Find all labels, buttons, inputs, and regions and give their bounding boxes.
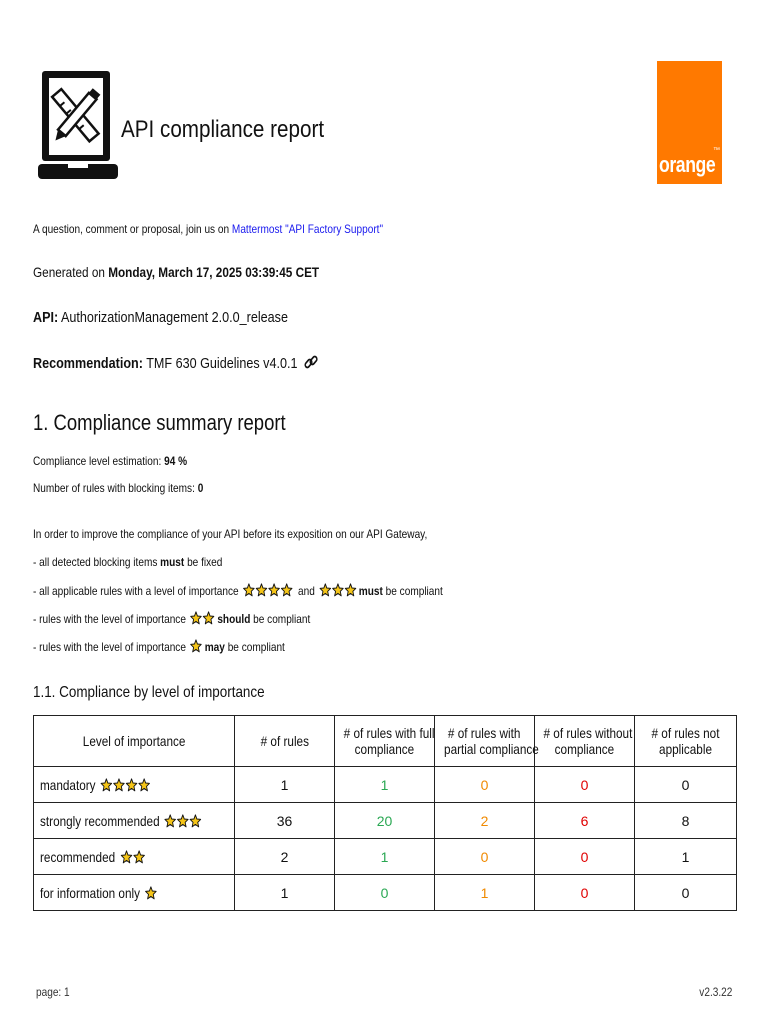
bullet-text: be compliant bbox=[250, 612, 311, 626]
star-icon bbox=[113, 778, 125, 792]
two-star-icon bbox=[190, 612, 215, 626]
bullet-text: - all detected blocking items bbox=[33, 555, 161, 569]
cell-na: 0 bbox=[635, 767, 737, 803]
trademark-mark: ™ bbox=[713, 147, 720, 154]
cell-partial: 1 bbox=[435, 875, 535, 911]
cell-partial: 2 bbox=[435, 803, 535, 839]
api-label: API: bbox=[33, 309, 59, 326]
table-header-row bbox=[34, 716, 737, 767]
cell-rules: 36 bbox=[235, 803, 335, 839]
cell-full: 20 bbox=[335, 803, 435, 839]
bullet-text: be compliant bbox=[224, 640, 285, 654]
level-stars bbox=[165, 813, 203, 829]
three-star-icon bbox=[319, 584, 357, 598]
cell-without: 6 bbox=[535, 803, 635, 839]
star-icon bbox=[319, 583, 331, 597]
recommendation-label: Recommendation: bbox=[33, 355, 143, 372]
generated-label: Generated on bbox=[33, 264, 109, 280]
api-line bbox=[33, 309, 288, 326]
bullet-text: - all applicable rules with a level of importance bbox=[33, 584, 242, 598]
bullet-text: be fixed bbox=[184, 555, 223, 569]
level-label: mandatory bbox=[40, 776, 96, 793]
recommendation-value: TMF 630 Guidelines v4.0.1 bbox=[142, 355, 298, 372]
contact-line bbox=[33, 222, 383, 236]
section-1-heading: 1. Compliance summary report bbox=[33, 410, 286, 435]
cell-level bbox=[34, 803, 235, 839]
brand-wordmark: orange bbox=[659, 152, 716, 177]
bullet-text: - rules with the level of importance bbox=[33, 612, 189, 626]
cell-na: 0 bbox=[635, 875, 737, 911]
page-number: page: 1 bbox=[36, 985, 70, 999]
recommendation-line bbox=[33, 353, 319, 372]
cell-rules: 2 bbox=[235, 839, 335, 875]
cell-without: 0 bbox=[535, 767, 635, 803]
compliance-table bbox=[33, 715, 737, 911]
star-icon bbox=[203, 611, 215, 625]
page-title: API compliance report bbox=[121, 116, 325, 143]
cell-na: 8 bbox=[635, 803, 737, 839]
blocking-line bbox=[33, 481, 203, 495]
cell-rules: 1 bbox=[235, 767, 335, 803]
link-icon[interactable] bbox=[303, 353, 318, 371]
col-header-rules: # of rules bbox=[235, 716, 335, 767]
star-icon bbox=[101, 778, 113, 792]
table-row bbox=[34, 839, 737, 875]
star-icon bbox=[332, 583, 344, 597]
cell-rules: 1 bbox=[235, 875, 335, 911]
star-icon bbox=[190, 639, 202, 653]
bullet-strong: must bbox=[358, 584, 383, 598]
cell-full: 0 bbox=[335, 875, 435, 911]
star-icon bbox=[120, 850, 132, 864]
col-header-without: # of rules without compliance bbox=[535, 716, 635, 767]
bullet-may bbox=[33, 639, 285, 654]
one-star-icon bbox=[190, 640, 203, 654]
cell-partial: 0 bbox=[435, 839, 535, 875]
cell-partial: 0 bbox=[435, 767, 535, 803]
star-icon bbox=[268, 583, 280, 597]
bullet-text: be compliant bbox=[382, 584, 443, 598]
level-label: strongly recommended bbox=[40, 812, 160, 829]
star-icon bbox=[165, 814, 177, 828]
blocking-value: 0 bbox=[197, 481, 204, 495]
star-icon bbox=[145, 886, 157, 900]
compliance-level-line bbox=[33, 454, 187, 468]
improve-intro: In order to improve the compliance of your API before its exposition on our API Gateway, bbox=[33, 527, 428, 541]
star-icon bbox=[133, 850, 145, 864]
level-label: for information only bbox=[40, 884, 141, 901]
cell-level bbox=[34, 839, 235, 875]
star-icon bbox=[344, 583, 356, 597]
generated-date: Monday, March 17, 2025 03:39:45 CET bbox=[108, 264, 320, 280]
level-stars bbox=[101, 777, 151, 793]
cell-level bbox=[34, 875, 235, 911]
bullet-strong: should bbox=[217, 612, 251, 626]
section-1-1-heading: 1.1. Compliance by level of importance bbox=[33, 684, 265, 701]
api-value: AuthorizationManagement 2.0.0_release bbox=[58, 309, 288, 326]
cell-full: 1 bbox=[335, 839, 435, 875]
bullet-blocking bbox=[33, 555, 222, 569]
table-row bbox=[34, 875, 737, 911]
col-header-full: # of rules with full compliance bbox=[335, 716, 435, 767]
table-row bbox=[34, 767, 737, 803]
laptop-tools-icon bbox=[38, 67, 118, 181]
compliance-level-value: 94 % bbox=[164, 454, 188, 468]
cell-without: 0 bbox=[535, 839, 635, 875]
star-icon bbox=[281, 583, 293, 597]
level-stars bbox=[120, 849, 145, 865]
level-stars bbox=[145, 885, 158, 901]
four-star-icon bbox=[243, 584, 293, 598]
contact-prefix: A question, comment or proposal, join us on bbox=[33, 222, 232, 236]
version-label: v2.3.22 bbox=[698, 985, 732, 999]
col-header-partial: # of rules with partial compliance bbox=[435, 716, 535, 767]
cell-level bbox=[34, 767, 235, 803]
star-icon bbox=[190, 611, 202, 625]
compliance-level-label: Compliance level estimation: bbox=[33, 454, 165, 468]
bullet-strong: may bbox=[204, 640, 225, 654]
blocking-label: Number of rules with blocking items: bbox=[33, 481, 198, 495]
cell-without: 0 bbox=[535, 875, 635, 911]
cell-full: 1 bbox=[335, 767, 435, 803]
mattermost-link[interactable]: Mattermost "API Factory Support" bbox=[231, 222, 384, 236]
star-icon bbox=[126, 778, 138, 792]
star-icon bbox=[243, 583, 255, 597]
generated-line bbox=[33, 264, 319, 280]
level-label: recommended bbox=[40, 848, 116, 865]
col-header-na: # of rules not applicable bbox=[635, 716, 737, 767]
bullet-strong: must bbox=[160, 555, 185, 569]
table-row bbox=[34, 803, 737, 839]
bullet-text: - rules with the level of importance bbox=[33, 640, 189, 654]
bullet-applicable bbox=[33, 583, 443, 598]
cell-na: 1 bbox=[635, 839, 737, 875]
star-icon bbox=[138, 778, 150, 792]
star-icon bbox=[177, 814, 189, 828]
bullet-text: and bbox=[295, 584, 318, 598]
star-icon bbox=[256, 583, 268, 597]
col-header-level: Level of importance bbox=[34, 716, 235, 767]
star-icon bbox=[190, 814, 202, 828]
orange-logo bbox=[657, 61, 722, 184]
bullet-should bbox=[33, 611, 310, 626]
